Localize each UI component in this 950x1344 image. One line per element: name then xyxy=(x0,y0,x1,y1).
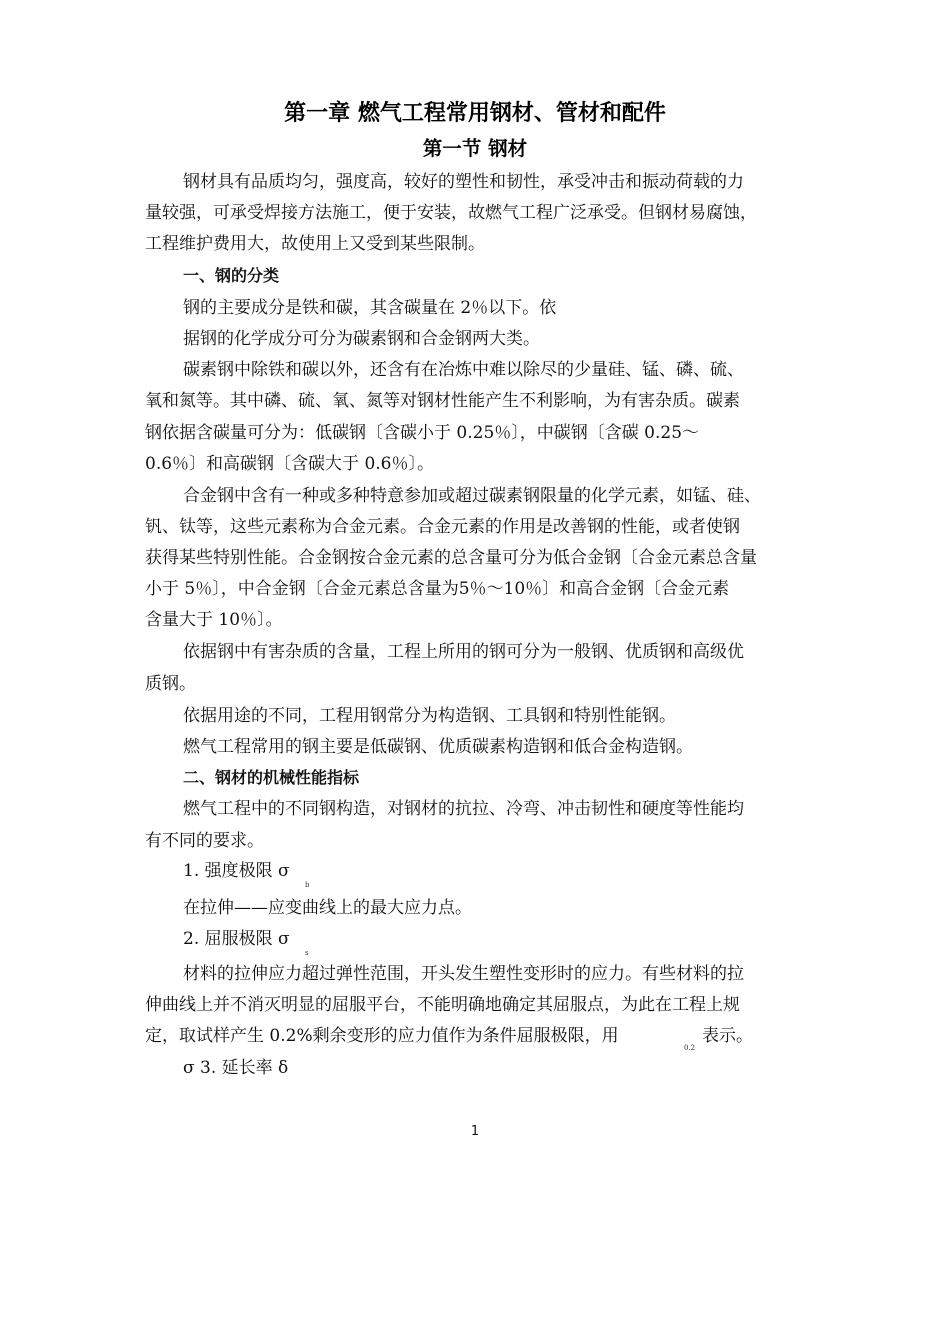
paragraph-line: 据钢的化学成分可分为碳素钢和合金钢两大类。 xyxy=(183,329,540,349)
paragraph-line: 获得某些特别性能。合金钢按合金元素的总含量可分为低合金钢〔合金元素总含量 xyxy=(145,548,757,568)
paragraph-line: 燃气工程常用的钢主要是低碳钢、优质碳素构造钢和低合金构造钢。 xyxy=(183,737,693,757)
subscript-s: s xyxy=(305,949,309,957)
paragraph-line: 定，取试样产生 0.2%剩余变形的应力值作为条件屈服极限，用 xyxy=(145,1026,619,1046)
paragraph-line: 材料的拉伸应力超过弹性范围，开头发生塑性变形时的应力。有些材料的拉 xyxy=(183,964,744,984)
paragraph-line: 氧和氮等。其中磷、硫、氧、氮等对钢材性能产生不利影响，为有害杂质。碳素 xyxy=(145,391,740,411)
subsection-heading: 一、钢的分类 xyxy=(183,266,280,285)
paragraph-line: 工程维护费用大，故使用上又受到某些限制。 xyxy=(145,234,485,254)
list-item-yield-limit: 2. 屈服极限 σ xyxy=(183,929,290,949)
paragraph-line: 有不同的要求。 xyxy=(145,831,264,851)
paragraph-line: 量较强，可承受焊接方法施工，便于安装，故燃气工程广泛承受。但钢材易腐蚀， xyxy=(145,203,757,223)
section-title: 第一节 钢材 xyxy=(422,137,528,160)
paragraph-line: 质钢。 xyxy=(145,674,196,694)
paragraph-line: 钒、钛等，这些元素称为合金元素。合金元素的作用是改善钢的性能，或者使钢 xyxy=(145,517,740,537)
subsection-heading: 二、钢材的机械性能指标 xyxy=(183,768,360,787)
paragraph-line: 依据用途的不同，工程用钢常分为构造钢、工具钢和特别性能钢。 xyxy=(183,706,676,726)
paragraph-line: 小于 5％〕，中合金钢〔合金元素总含量为5％～10％〕和高合金钢〔合金元素 xyxy=(145,579,730,599)
paragraph-line: 伸曲线上并不消灭明显的屈服平台，不能明确地确定其屈服点，为此在工程上规 xyxy=(145,995,740,1015)
paragraph-line: 依据钢中有害杂质的含量，工程上所用的钢可分为一般钢、优质钢和高级优 xyxy=(183,642,744,662)
page-number: 1 xyxy=(470,1124,480,1139)
paragraph-line: 燃气工程中的不同钢构造，对钢材的抗拉、冷弯、冲击韧性和硬度等性能均 xyxy=(183,799,744,819)
paragraph-line: 含量大于 10％〕。 xyxy=(145,610,283,630)
paragraph-line: 钢依据含碳量可分为：低碳钢〔含碳小于 0.25％〕，中碳钢〔含碳 0.25～ xyxy=(145,423,700,443)
paragraph-line-end: 表示。 xyxy=(702,1026,753,1046)
list-item-elongation: σ 3. 延长率 δ xyxy=(183,1058,289,1078)
paragraph-line: 钢材具有品质均匀，强度高，较好的塑性和韧性，承受冲击和振动荷载的力 xyxy=(183,172,744,192)
paragraph-line: 碳素钢中除铁和碳以外，还含有在冶炼中难以除尽的少量硅、锰、磷、硫、 xyxy=(183,360,744,380)
subscript-b: b xyxy=(305,881,310,889)
chapter-title: 第一章 燃气工程常用钢材、管材和配件 xyxy=(284,101,666,126)
paragraph-line: 在拉伸——应变曲线上的最大应力点。 xyxy=(183,898,472,918)
list-item-strength-limit: 1. 强度极限 σ xyxy=(183,861,290,881)
paragraph-line: 合金钢中含有一种或多种特意参加或超过碳素钢限量的化学元素，如锰、硅、 xyxy=(183,486,761,506)
paragraph-line: 0.6％〕和高碳钢〔含碳大于 0.6％〕。 xyxy=(145,454,434,474)
subscript-0-2: 0.2 xyxy=(684,1044,696,1052)
paragraph-line: 钢的主要成分是铁和碳，其含碳量在 2％以下。依 xyxy=(183,298,557,318)
